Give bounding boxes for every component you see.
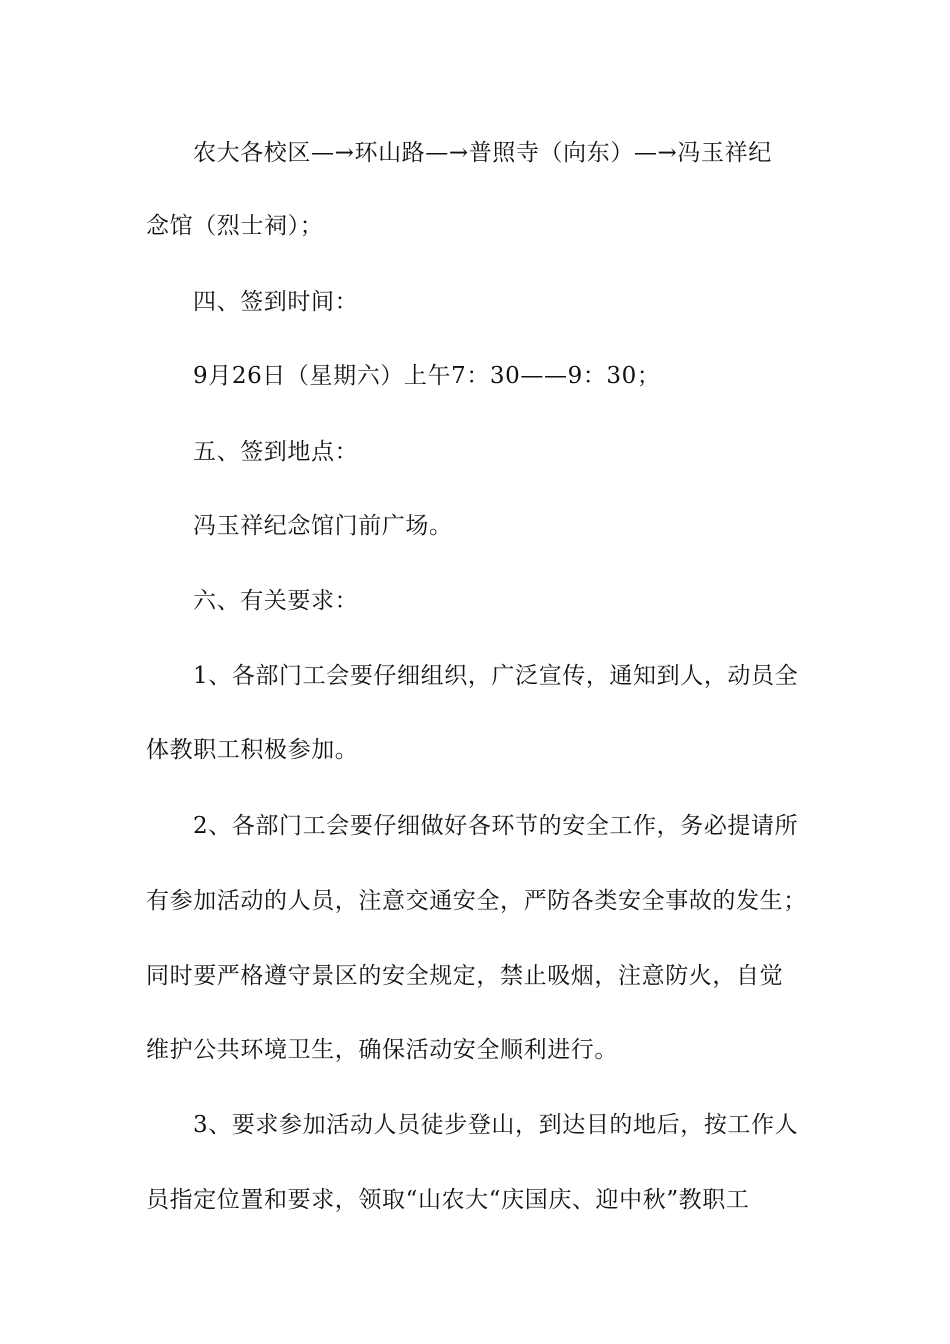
checkin-time-text: 9月26日（星期六）上午7：30——9：30； (193, 363, 661, 389)
requirement-3-line-1: 3、要求参加活动人员徒步登山，到达目的地后，按工作人 (193, 1112, 799, 1138)
route-line-1: 农大各校区—→环山路—→普照寺（向东）—→冯玉祥纪 (193, 140, 772, 166)
requirement-1-line-1: 1、各部门工会要仔细组织，广泛宣传，通知到人，动员全 (193, 663, 799, 689)
section-heading-requirements: 六、有关要求： (193, 588, 359, 614)
checkin-location-text: 冯玉祥纪念馆门前广场。 (193, 513, 453, 539)
requirement-1-line-2: 体教职工积极参加。 (146, 737, 359, 763)
section-heading-checkin-location: 五、签到地点： (193, 439, 359, 465)
route-line-2: 念馆（烈士祠）； (146, 213, 324, 239)
section-heading-checkin-time: 四、签到时间： (193, 289, 359, 315)
requirement-2-line-3: 同时要严格遵守景区的安全规定，禁止吸烟，注意防火，自觉 (146, 963, 784, 989)
requirement-2-line-2: 有参加活动的人员，注意交通安全，严防各类安全事故的发生； (146, 888, 807, 914)
requirement-3-line-2: 员指定位置和要求，领取“山农大“庆国庆、迎中秋”教职工 (146, 1187, 750, 1213)
requirement-2-line-4: 维护公共环境卫生，确保活动安全顺利进行。 (146, 1037, 618, 1063)
requirement-2-line-1: 2、各部门工会要仔细做好各环节的安全工作，务必提请所 (193, 813, 799, 839)
